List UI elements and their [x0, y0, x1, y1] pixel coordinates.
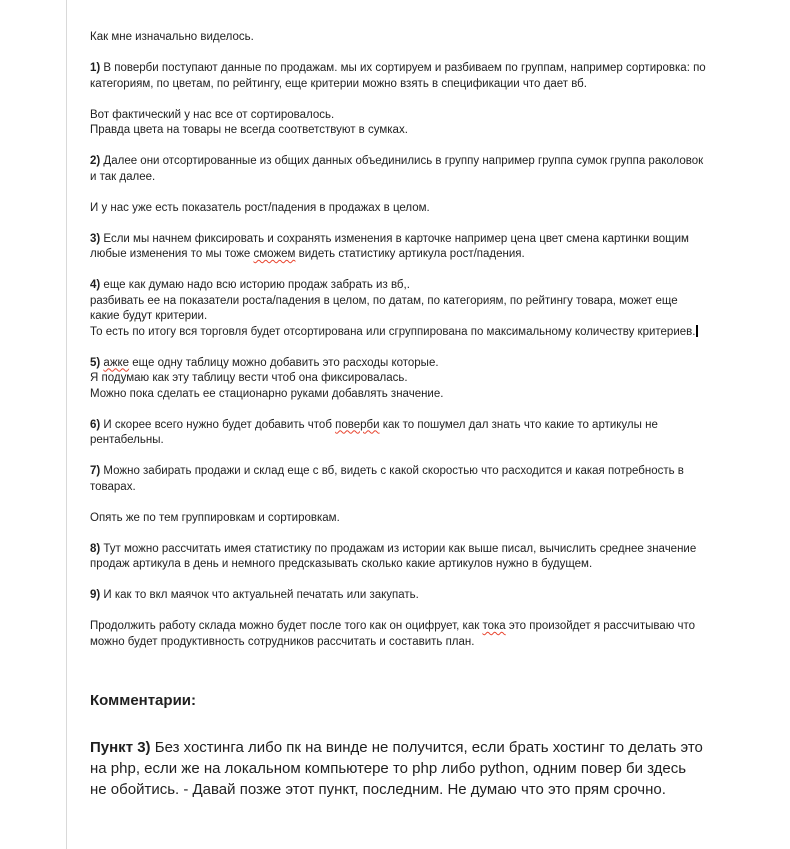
text-line — [90, 61, 706, 92]
text-run: это произойдет я рассчитываю что можно будет продуктивность сотрудников рассчитать и составить план. — [90, 620, 696, 648]
paragraph — [90, 201, 706, 217]
text-run: 7) — [90, 465, 104, 477]
comments-paragraph — [90, 737, 706, 800]
text-run: еще как думаю надо всю историю продаж забрать из вб,. — [103, 279, 410, 291]
text-run: Если мы начнем фиксировать и сохранять изменения в карточке например цена цвет смена картинки вощим любые изменения то мы тоже — [90, 232, 689, 260]
paragraph — [90, 356, 706, 403]
text-line — [90, 511, 706, 527]
misspelled-word: сможем — [253, 248, 296, 260]
text-run: Пункт 3) — [90, 739, 155, 756]
text-run: Вот фактический у нас все от сортировалось. — [90, 108, 335, 121]
text-run: И у нас уже есть показатель рост/падения в продажах в целом. — [90, 201, 430, 214]
document-body[interactable] — [90, 30, 706, 816]
paragraph — [90, 418, 706, 449]
text-run: Далее они отсортированные из общих данных объединились в группу например группа сумок группа раколовок и так далее. — [90, 155, 704, 183]
text-line — [90, 737, 706, 800]
text-run: 3) — [90, 232, 104, 245]
text-line — [90, 588, 706, 604]
misspelled-word: поверби — [335, 418, 380, 431]
text-run: И скорее всего нужно будет добавить чтоб — [103, 418, 336, 431]
paragraph — [90, 619, 706, 650]
text-line — [90, 123, 706, 139]
text-run: Тут можно рассчитать имея статистику по продажам из истории как выше писал, вычислить среднее значение продаж артикула в день и немного предсказывать сколько какие артикулов нужно в будущем. — [90, 542, 697, 570]
text-line — [90, 418, 706, 449]
paragraph — [90, 30, 706, 46]
paragraph — [90, 542, 706, 573]
text-run: 9) — [90, 589, 104, 601]
text-run: Опять же по тем группировкам и сортировкам. — [90, 511, 340, 524]
text-line — [90, 30, 706, 46]
text-run: 8) — [90, 542, 104, 555]
text-run: 6) — [90, 418, 104, 431]
text-line — [90, 232, 706, 263]
text-run: видеть статистику артикула рост/падения. — [295, 248, 525, 260]
page-edge-line — [66, 0, 67, 849]
text-line — [90, 690, 706, 711]
paragraph — [90, 588, 706, 604]
text-line — [90, 154, 706, 185]
paragraph — [90, 278, 706, 340]
text-line — [90, 464, 706, 495]
text-run: И как то вкл маячок что актуальней печатать или закупать. — [103, 589, 419, 601]
text-run: Можно пока сделать ее стационарно руками добавлять значение. — [90, 387, 444, 400]
text-line — [90, 371, 706, 387]
paragraph — [90, 464, 706, 495]
paragraph — [90, 232, 706, 263]
text-run: Комментарии: — [90, 692, 197, 709]
text-run: 1) — [90, 62, 104, 74]
text-run: как то пошумел дал знать что какие то артикулы не рентабельны. — [90, 418, 658, 446]
text-line — [90, 387, 706, 403]
text-run: В поверби поступают данные по продажам. мы их сортируем и разбиваем по группам, например сортировка: по категориям, по цветам, по рейтингу, еще критерии можно взять в спецификации что дает вб. — [90, 62, 706, 90]
text-line — [90, 278, 706, 294]
text-line — [90, 294, 706, 325]
comments-heading — [90, 690, 706, 711]
text-run: Правда цвета на товары не всегда соответствуют в сумках. — [90, 124, 408, 136]
text-run: 2) — [90, 155, 104, 167]
paragraph — [90, 511, 706, 527]
text-line — [90, 542, 706, 573]
misspelled-word: ажке — [103, 356, 130, 369]
text-run: 5) — [90, 356, 104, 369]
text-line — [90, 325, 706, 341]
text-run: Я подумаю как эту таблицу вести чтоб она фиксировалась. — [90, 372, 408, 384]
text-run: Продолжить работу склада можно будет после того как он оцифрует, как — [90, 620, 483, 632]
paragraph — [90, 61, 706, 92]
text-run: Без хостинга либо пк на винде не получится, если брать хостинг то делать это на php, если же на локальном компьютере то php либо python, одним повер би здесь не обойтись. - Давай позже этот пункт, последним. Не думаю что это прям срочно. — [90, 739, 703, 798]
text-line — [90, 201, 706, 217]
paragraph — [90, 108, 706, 139]
text-run: То есть по итогу вся торговля будет отсортирована или сгруппирована по максимальному количеству критериев. — [90, 325, 696, 338]
text-line — [90, 356, 706, 372]
text-line — [90, 619, 706, 650]
text-run: Можно забирать продажи и склад еще с вб, видеть с какой скоростью что расходится и какая потребность в товарах. — [90, 465, 684, 493]
text-run: 4) — [90, 279, 104, 291]
misspelled-word: тока — [482, 620, 506, 632]
text-run: еще одну таблицу можно добавить это расходы которые. — [129, 356, 439, 369]
text-run: разбивать ее на показатели роста/падения в целом, по датам, по категориям, по рейтингу товара, может еще какие будут критерии. — [90, 294, 678, 322]
text-cursor — [696, 325, 698, 337]
paragraph — [90, 154, 706, 185]
text-line — [90, 108, 706, 124]
text-run: Как мне изначально виделось. — [90, 31, 254, 43]
